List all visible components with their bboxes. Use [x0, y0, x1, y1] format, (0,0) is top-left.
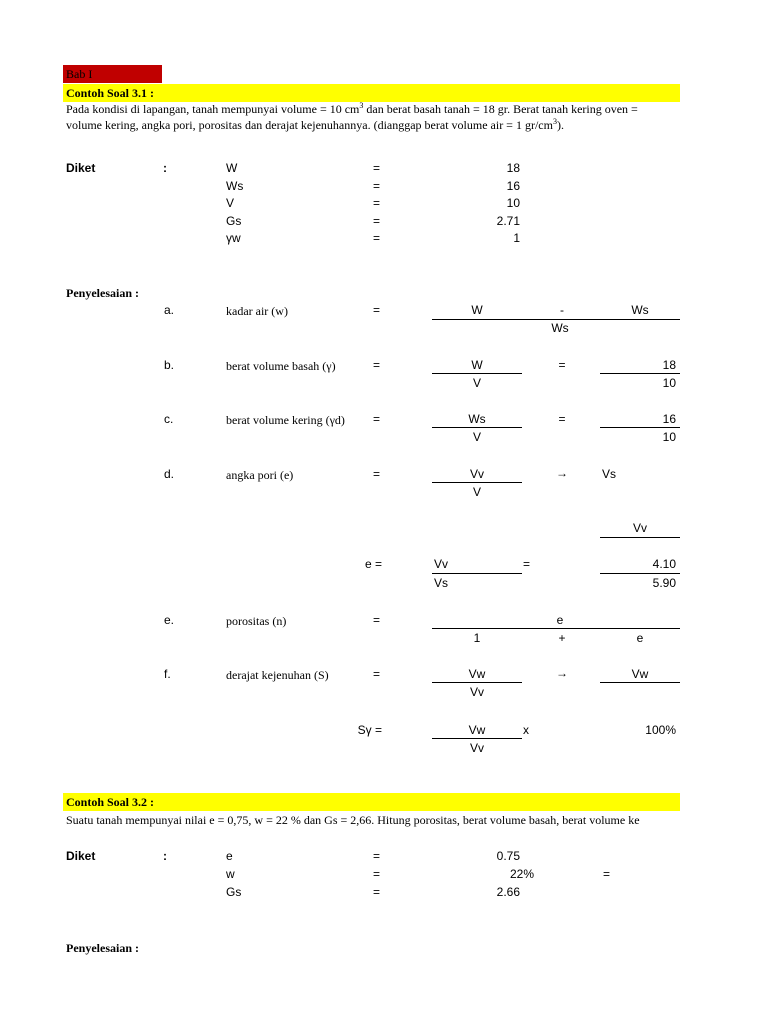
step-f-times: x	[523, 723, 529, 737]
step-b-num2: 18	[662, 358, 676, 372]
ex1-diket-label: Diket	[66, 161, 96, 175]
ex2-problem-line1: Suatu tanah mempunyai nilai e = 0,75, w = 22 % dan Gs = 2,66. Hitung porositas, berat volume basah, berat volume ke	[66, 813, 640, 827]
known-name: Gs	[226, 214, 242, 228]
ex2-solution-label: Penyelesaian :	[66, 941, 139, 955]
known-w-extra-eq: =	[603, 867, 611, 881]
ex1-title-band	[63, 84, 680, 102]
step-e-letter: e.	[164, 613, 175, 627]
step-f-s-fraction-bar	[432, 738, 522, 739]
known-name: e	[226, 849, 233, 863]
step-a-eq: =	[373, 303, 381, 317]
step-f-eq: =	[373, 667, 381, 681]
step-d-after: Vs	[602, 467, 617, 481]
step-b-fraction-bar	[432, 373, 522, 374]
known-value: 1	[513, 231, 520, 245]
step-b-eq2: =	[558, 358, 566, 372]
ex1-problem-line2: volume kering, angka pori, porositas dan derajat kejenuhannya. (dianggap berat volume air = 1 $gr/cm^3$).	[66, 117, 564, 132]
step-d-e-eq: =	[523, 557, 531, 571]
step-c-desc: berat volume kering (γd)	[226, 413, 345, 427]
arrow-right-icon: →	[556, 466, 568, 480]
step-e-eq: =	[373, 613, 381, 627]
step-d-num: Vv	[469, 467, 484, 481]
step-d-e-label: e =	[364, 557, 382, 571]
step-a-den: Ws	[551, 321, 569, 335]
step-d-den: V	[472, 485, 481, 499]
step-f-desc: derajat kejenuhan (S)	[226, 668, 329, 682]
step-c-den2: 10	[662, 430, 676, 444]
step-a-num-right: Ws	[631, 303, 649, 317]
step-c-num2: 16	[662, 412, 676, 426]
step-c-num: Ws	[468, 412, 486, 426]
ex1-problem-line1: Pada kondisi di lapangan, tanah mempunyai volume = 10 $cm^3$ dan berat basah tanah = 18 gr. Berat tanah kering oven =	[66, 101, 638, 116]
step-d-vv-bar	[600, 537, 680, 538]
known-value: 16	[506, 179, 520, 193]
step-f-after-bar	[600, 682, 680, 683]
chapter-label: Bab I	[66, 67, 93, 81]
known-value: 10	[506, 196, 520, 210]
ex2-title: Contoh Soal 3.2 :	[66, 795, 155, 809]
step-f-den: Vv	[469, 685, 484, 699]
step-b-num: W	[471, 358, 483, 372]
known-eq: =	[373, 231, 381, 245]
known-name: V	[226, 196, 235, 210]
step-a-desc: kadar air (w)	[226, 304, 288, 318]
step-d-e-den2: 5.90	[652, 576, 676, 590]
known-eq: =	[373, 196, 381, 210]
step-e-den-1: 1	[473, 631, 481, 645]
known-name: Gs	[226, 885, 242, 899]
ex2-diket-colon: :	[163, 849, 167, 863]
step-f-s-den: Vv	[469, 741, 484, 755]
step-d-eq: =	[373, 467, 381, 481]
ex1-title: Contoh Soal 3.1 :	[66, 86, 155, 100]
known-eq: =	[373, 885, 381, 899]
ex2-title-band	[63, 793, 680, 811]
known-eq: =	[373, 867, 381, 881]
step-a-num-left: W	[471, 303, 483, 317]
step-a-letter: a.	[164, 303, 175, 317]
step-d-e-den: Vs	[434, 576, 449, 590]
step-c-fraction-bar2	[600, 427, 680, 428]
step-d-e-fraction-bar	[432, 573, 522, 574]
known-value: 2.71	[496, 214, 520, 228]
known-eq: =	[373, 214, 381, 228]
step-b-letter: b.	[164, 358, 175, 372]
ex1-solution-label: Penyelesaian :	[66, 286, 139, 300]
step-b-fraction-bar2	[600, 373, 680, 374]
step-b-den2: 10	[662, 376, 676, 390]
step-c-eq: =	[373, 412, 381, 426]
known-eq: =	[373, 849, 381, 863]
step-a-op: -	[560, 303, 564, 317]
known-value: 0.75	[496, 849, 520, 863]
step-d-fraction-bar	[432, 482, 522, 483]
step-e-den-op: +	[558, 631, 566, 645]
known-value: 18	[506, 161, 520, 175]
step-d-e-num: Vv	[434, 557, 449, 571]
known-eq: =	[373, 179, 381, 193]
ex1-diket-colon: :	[163, 161, 167, 175]
arrow-right-icon: →	[556, 666, 568, 680]
known-name: w	[226, 867, 235, 881]
step-c-fraction-bar	[432, 427, 522, 428]
known-value: 22%	[509, 867, 534, 881]
step-f-num: Vw	[468, 667, 486, 681]
step-d-letter: d.	[164, 467, 175, 481]
known-name: Ws	[226, 179, 244, 193]
step-d-e-num2: 4.10	[652, 557, 676, 571]
step-f-s-num: Vw	[468, 723, 486, 737]
step-c-eq2: =	[558, 412, 566, 426]
step-f-after: Vw	[631, 667, 649, 681]
step-b-desc: berat volume basah (γ)	[226, 359, 336, 373]
known-name: γw	[226, 231, 241, 245]
known-name: W	[226, 161, 238, 175]
step-f-pct: 100%	[645, 723, 676, 737]
known-value: 2.66	[496, 885, 520, 899]
step-d-vv-right: Vv	[632, 521, 647, 535]
step-b-eq: =	[373, 358, 381, 372]
step-f-fraction-bar	[432, 682, 522, 683]
step-f-s-label: Sγ =	[357, 723, 382, 737]
step-e-num: e	[556, 613, 564, 627]
step-e-den-e: e	[636, 631, 644, 645]
step-c-den: V	[472, 430, 481, 444]
step-c-letter: c.	[164, 412, 174, 426]
step-f-letter: f.	[164, 667, 171, 681]
ex2-diket-label: Diket	[66, 849, 96, 863]
step-e-fraction-bar	[432, 628, 680, 629]
known-eq: =	[373, 161, 381, 175]
step-d-e-fraction-bar2	[600, 573, 680, 574]
step-e-desc: porositas (n)	[226, 614, 287, 628]
step-d-desc: angka pori (e)	[226, 468, 294, 482]
step-b-den: V	[472, 376, 481, 390]
